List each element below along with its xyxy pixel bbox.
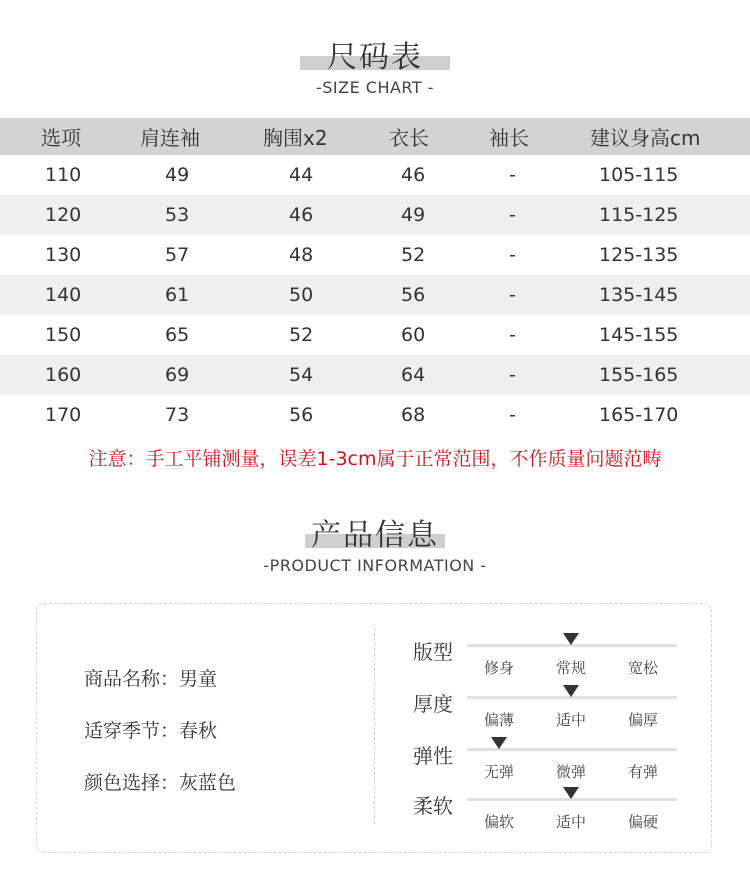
table-cell: -	[509, 164, 516, 186]
table-cell: 46	[401, 164, 426, 186]
attribute-label: 版型	[413, 640, 453, 664]
table-cell: 53	[165, 204, 190, 226]
table-cell: 68	[401, 404, 426, 426]
size-chart-title-block	[300, 32, 450, 76]
table-row	[0, 275, 750, 315]
table-cell: 135-145	[599, 284, 679, 306]
table-cell: -	[509, 284, 516, 306]
attribute-option: 偏硬	[628, 813, 659, 831]
table-cell: -	[509, 244, 516, 266]
table-row	[0, 155, 750, 195]
size-table	[0, 118, 750, 435]
selected-marker-icon	[563, 685, 579, 697]
table-cell: 73	[165, 404, 190, 426]
table-cell: -	[509, 364, 516, 386]
attribute-option: 宽松	[628, 659, 659, 677]
table-cell: 65	[165, 324, 190, 346]
attribute-label: 弹性	[413, 744, 453, 768]
table-cell: 54	[289, 364, 314, 386]
attribute-option: 常规	[556, 659, 587, 677]
table-cell: 44	[289, 164, 314, 186]
attribute-option: 偏软	[484, 813, 515, 831]
table-cell: 60	[401, 324, 426, 346]
table-cell: 115-125	[599, 204, 679, 226]
table-cell: 125-135	[599, 244, 679, 266]
header-shoulder-sleeve: 肩连袖	[140, 126, 200, 150]
attribute-option: 修身	[484, 659, 515, 677]
table-cell: 64	[401, 364, 426, 386]
table-row	[0, 195, 750, 235]
table-cell: 52	[401, 244, 426, 266]
attribute-option: 有弹	[628, 763, 659, 781]
size-chart-subtitle: -SIZE CHART -	[315, 78, 435, 97]
header-height: 建议身高cm	[590, 126, 701, 150]
table-cell: 56	[289, 404, 314, 426]
table-cell: 46	[289, 204, 314, 226]
header-option: 选项	[41, 126, 81, 150]
table-cell: 170	[45, 404, 82, 426]
table-cell: 57	[165, 244, 190, 266]
wear-season: 适穿季节：春秋	[84, 720, 218, 742]
attribute-option: 适中	[556, 813, 587, 831]
table-row	[0, 235, 750, 275]
table-cell: 61	[165, 284, 190, 306]
attribute-label: 厚度	[413, 692, 453, 716]
selected-marker-icon	[491, 737, 507, 749]
selected-marker-icon	[563, 787, 579, 799]
attribute-option: 偏厚	[628, 711, 659, 729]
table-cell: 49	[165, 164, 190, 186]
selected-marker-icon	[563, 633, 579, 645]
table-cell: 140	[45, 284, 82, 306]
table-cell: 130	[45, 244, 82, 266]
measurement-note: 注意：手工平铺测量，误差1-3cm属于正常范围，不作质量问题范畴	[88, 448, 662, 470]
table-cell: 160	[45, 364, 82, 386]
table-cell: -	[509, 204, 516, 226]
table-cell: 145-155	[599, 324, 679, 346]
table-cell: 110	[45, 164, 82, 186]
product-info-title: 产品信息	[311, 518, 439, 553]
table-cell: 165-170	[599, 404, 679, 426]
table-cell: 120	[45, 204, 82, 226]
attribute-option: 微弹	[556, 763, 587, 781]
attribute-option: 无弹	[484, 763, 515, 781]
attribute-label: 柔软	[413, 794, 453, 818]
header-chest: 胸围x2	[263, 126, 328, 150]
table-cell: 155-165	[599, 364, 679, 386]
size-chart-title: 尺码表	[327, 40, 423, 75]
table-row	[0, 395, 750, 435]
product-info-subtitle: -PRODUCT INFORMATION -	[263, 556, 487, 575]
table-cell: 50	[289, 284, 314, 306]
header-length: 衣长	[389, 126, 429, 150]
table-cell: 48	[289, 244, 314, 266]
info-divider	[374, 628, 375, 824]
table-cell: -	[509, 324, 516, 346]
table-cell: 105-115	[599, 164, 679, 186]
header-sleeve: 袖长	[489, 126, 529, 150]
product-name: 商品名称：男童	[84, 668, 218, 690]
table-row	[0, 315, 750, 355]
product-info-title-block	[305, 510, 445, 554]
table-cell: 56	[401, 284, 426, 306]
table-cell: 52	[289, 324, 314, 346]
table-cell: -	[509, 404, 516, 426]
color-choice: 颜色选择：灰蓝色	[84, 772, 237, 794]
table-row	[0, 355, 750, 395]
attribute-option: 偏薄	[484, 711, 515, 729]
table-cell: 69	[165, 364, 190, 386]
attribute-option: 适中	[556, 711, 587, 729]
table-header-row	[0, 118, 750, 155]
table-cell: 49	[401, 204, 426, 226]
table-cell: 150	[45, 324, 82, 346]
